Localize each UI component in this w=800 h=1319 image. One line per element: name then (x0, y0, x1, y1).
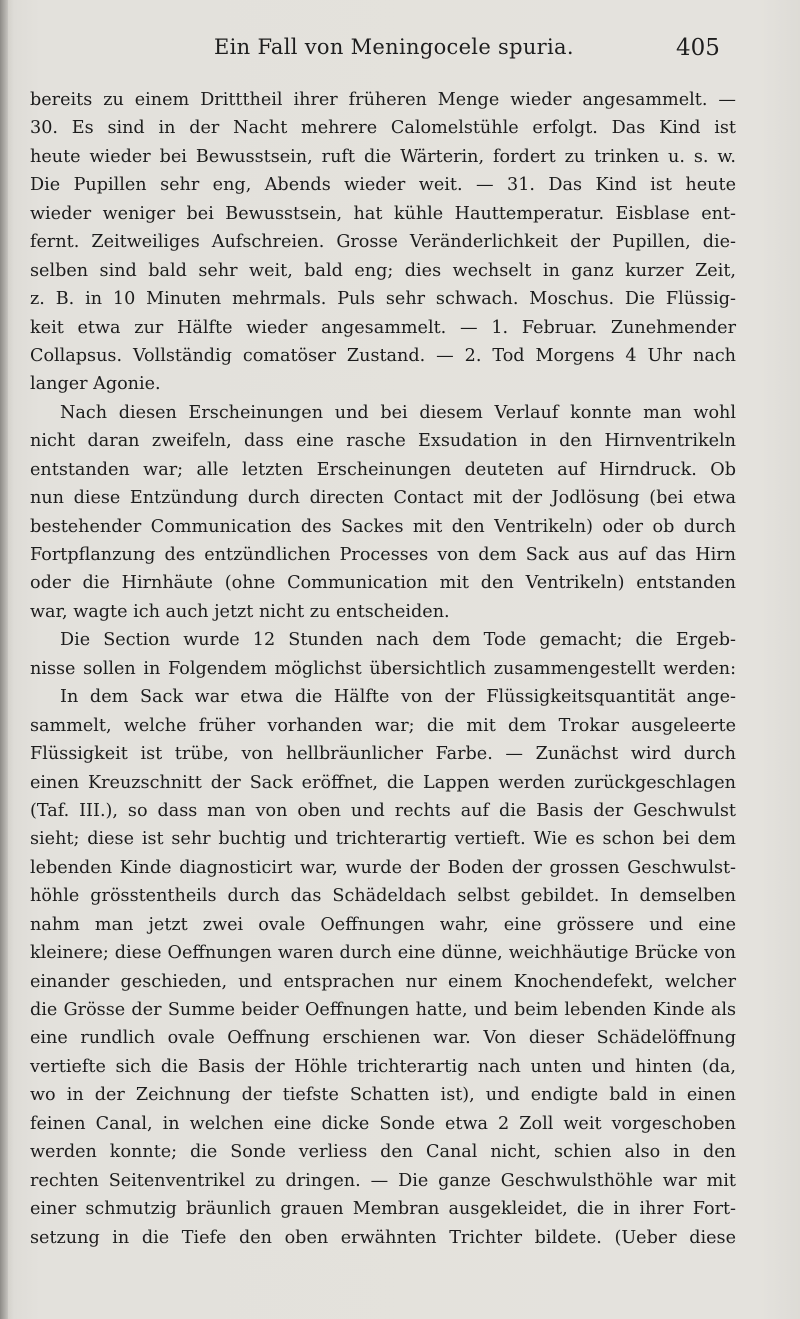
text-line: die Grösse der Summe beider Oeffnungen hatte, und beim lebenden Kinde als (30, 1000, 736, 1020)
running-title: Ein Fall von Meningocele spuria. (214, 35, 574, 59)
text-line: lebenden Kinde diagnosticirt war, wurde der Boden der grossen Geschwulst- (30, 857, 736, 878)
text-line: Collapsus. Vollständig comatöser Zustand. — 2. Tod Morgens 4 Uhr nach (30, 345, 736, 366)
text-line: wieder weniger bei Bewusstsein, hat kühle Hauttemperatur. Eisblase ent- (30, 203, 736, 224)
text-line: feinen Canal, in welchen eine dicke Sonde etwa 2 Zoll weit vorgeschoben (30, 1113, 736, 1134)
text-line: vertiefte sich die Basis der Höhle trichterartig nach unten und hinten (da, (30, 1056, 736, 1077)
text-line: nahm man jetzt zwei ovale Oeffnungen wahr, eine grössere und eine (30, 914, 736, 935)
text-line: fernt. Zeitweiliges Aufschreien. Grosse Veränderlichkeit der Pupillen, die- (30, 232, 736, 253)
text-line: z. B. in 10 Minuten mehrmals. Puls sehr schwach. Moschus. Die Flüssig- (30, 289, 736, 310)
text-line: wo in der Zeichnung der tiefste Schatten ist), und endigte bald in einen (30, 1085, 736, 1106)
text-line: bestehender Communication des Sackes mit den Ventrikeln) oder ob durch (30, 516, 736, 537)
page-number: 405 (676, 35, 720, 61)
text-line: werden konnte; die Sonde verliess den Canal nicht, schien also in den (30, 1142, 736, 1163)
text-line: nicht daran zweifeln, dass eine rasche Exsudation in den Hirnventrikeln (30, 431, 736, 452)
text-line: sieht; diese ist sehr buchtig und trichterartig vertieft. Wie es schon bei dem (30, 829, 736, 850)
text-line: höhle grösstentheils durch das Schädeldach selbst gebildet. In demselben (30, 886, 736, 907)
text-line: Nach diesen Erscheinungen und bei diesem Verlauf konnte man wohl (60, 402, 736, 423)
text-line: heute wieder bei Bewusstsein, ruft die Wärterin, fordert zu trinken u. s. w. (30, 146, 736, 167)
text-line: sammelt, welche früher vorhanden war; die mit dem Trokar ausgeleerte (30, 715, 736, 736)
text-line: (Taf. III.), so dass man von oben und rechts auf die Basis der Geschwulst (30, 800, 736, 821)
text-line: nisse sollen in Folgendem möglichst übersichtlich zusammengestellt werden: (30, 658, 736, 679)
text-line: In dem Sack war etwa die Hälfte von der Flüssigkeitsquantität ange- (60, 687, 736, 708)
text-line: keit etwa zur Hälfte wieder angesammelt. — 1. Februar. Zunehmender (30, 317, 736, 338)
text-line: Fortpflanzung des entzündlichen Processes von dem Sack aus auf das Hirn (30, 545, 736, 565)
text-line: oder die Hirnhäute (ohne Communication mit den Ventrikeln) entstanden (30, 573, 736, 594)
body-text (30, 86, 736, 1252)
text-line: 30. Es sind in der Nacht mehrere Calomelstühle erfolgt. Das Kind ist (30, 118, 736, 139)
page-header (0, 30, 800, 70)
text-line: kleinere; diese Oeffnungen waren durch eine dünne, weichhäutige Brücke von (30, 943, 736, 964)
text-line: Die Pupillen sehr eng, Abends wieder weit. — 31. Das Kind ist heute (30, 175, 736, 196)
text-line: war, wagte ich auch jetzt nicht zu entscheiden. (30, 601, 450, 622)
text-line: bereits zu einem Dritttheil ihrer früheren Menge wieder angesammelt. — (30, 90, 736, 110)
text-line: langer Agonie. (30, 374, 161, 395)
text-line: einander geschieden, und entsprachen nur einem Knochendefekt, welcher (30, 971, 736, 992)
text-line: Die Section wurde 12 Stunden nach dem Tode gemacht; die Ergeb- (60, 630, 736, 651)
text-line: einer schmutzig bräunlich grauen Membran ausgekleidet, die in ihrer Fort- (30, 1199, 736, 1220)
text-line: entstanden war; alle letzten Erscheinungen deuteten auf Hirndruck. Ob (30, 459, 736, 480)
text-line: nun diese Entzündung durch directen Contact mit der Jodlösung (bei etwa (30, 488, 736, 509)
text-line: setzung in die Tiefe den oben erwähnten Trichter bildete. (Ueber diese (30, 1227, 736, 1248)
binding-shadow (0, 0, 8, 1319)
text-line: rechten Seitenventrikel zu dringen. — Die ganze Geschwulsthöhle war mit (30, 1170, 736, 1191)
text-line: Flüssigkeit ist trübe, von hellbräunlicher Farbe. — Zunächst wird durch (30, 744, 736, 765)
text-line: eine rundlich ovale Oeffnung erschienen war. Von dieser Schädelöffnung (30, 1028, 736, 1049)
text-line: selben sind bald sehr weit, bald eng; dies wechselt in ganz kurzer Zeit, (30, 260, 736, 281)
text-line: einen Kreuzschnitt der Sack eröffnet, die Lappen werden zurückgeschlagen (30, 772, 736, 793)
